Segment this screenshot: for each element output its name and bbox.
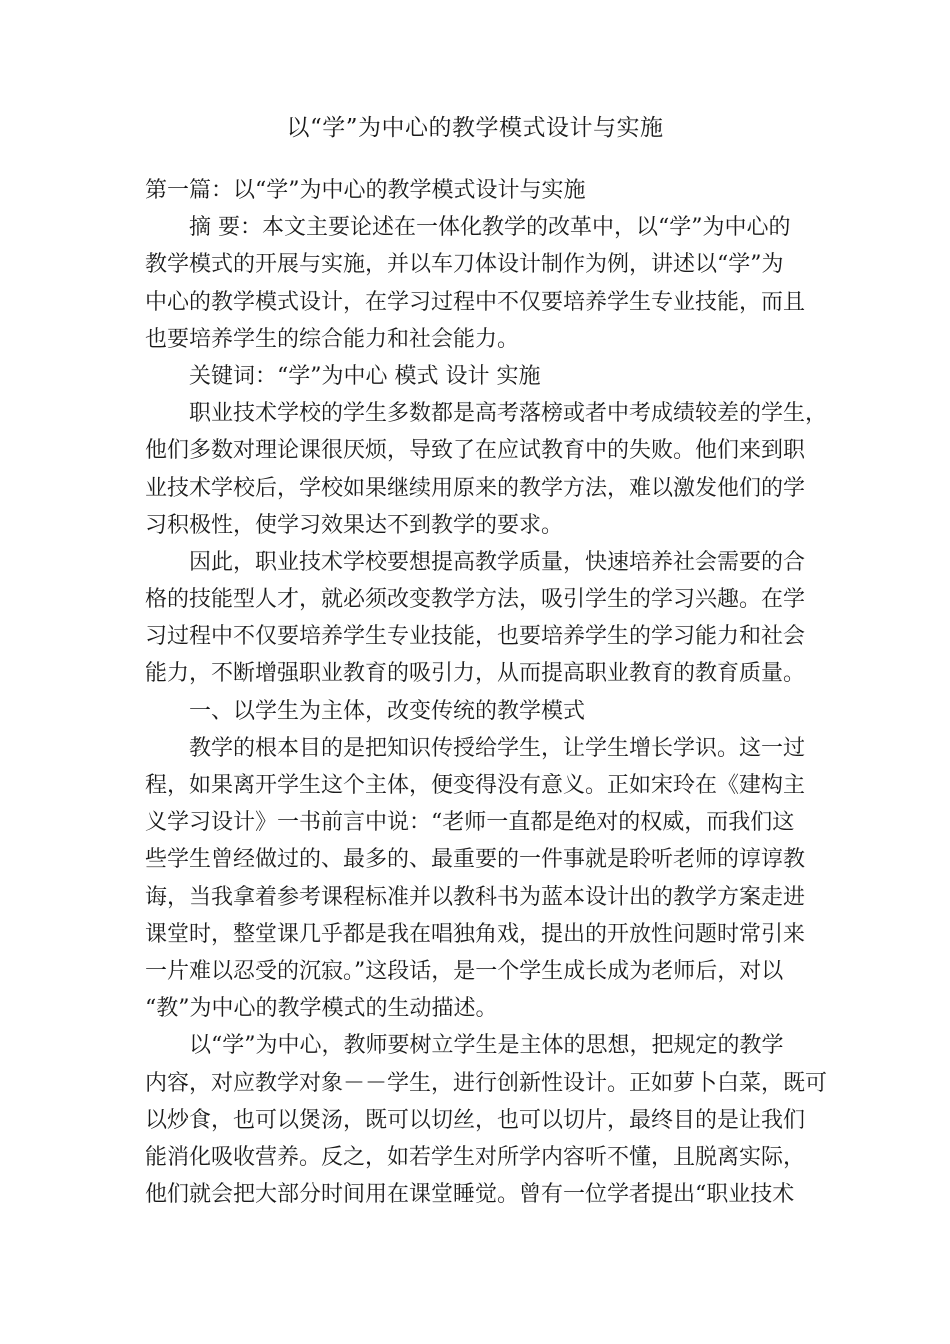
text-line: 内容，对应教学对象－－学生，进行创新性设计。正如萝卜白菜，既可	[145, 1070, 828, 1096]
text-line: 第一篇：以“学”为中心的教学模式设计与实施	[145, 178, 586, 203]
text-line: 他们就会把大部分时间用在课堂睡觉。曾有一位学者提出“职业技术	[145, 1182, 795, 1208]
text-line: 一片难以忍受的沉寂。”这段话，是一个学生成长成为老师后，对以	[145, 958, 784, 984]
text-line: 业技术学校后，学校如果继续用原来的教学方法，难以激发他们的学	[145, 475, 806, 501]
text-line: 能力，不断增强职业教育的吸引力，从而提高职业教育的教育质量。	[145, 661, 806, 687]
text-line: 也要培养学生的综合能力和社会能力。	[145, 326, 520, 352]
text-line: 程，如果离开学生这个主体，便变得没有意义。正如宋玲在《建构主	[145, 773, 806, 798]
text-line: 一、以学生为主体，改变传统的教学模式	[189, 698, 586, 724]
text-line: 习过程中不仅要培养学生专业技能，也要培养学生的学习能力和社会	[145, 624, 806, 650]
text-line: 教学模式的开展与实施，并以车刀体设计制作为例，讲述以“学”为	[145, 252, 784, 278]
text-line: 中心的教学模式设计，在学习过程中不仅要培养学生专业技能，而且	[145, 289, 806, 315]
text-line: 习积极性，使学习效果达不到教学的要求。	[145, 512, 564, 538]
text-line: 因此，职业技术学校要想提高教学质量，快速培养社会需要的合	[189, 549, 806, 575]
text-line: 义学习设计》一书前言中说：“老师一直都是绝对的权威，而我们这	[145, 810, 795, 836]
text-line: 教学的根本目的是把知识传授给学生，让学生增长学识。这一过	[189, 735, 806, 761]
document-body	[145, 172, 845, 1213]
document-title: 以“学”为中心的教学模式设计与实施	[286, 115, 664, 141]
text-line: 他们多数对理论课很厌烦，导致了在应试教育中的失败。他们来到职	[145, 438, 806, 464]
text-line: 以“学”为中心，教师要树立学生是主体的思想，把规定的教学	[189, 1033, 784, 1059]
text-line: 职业技术学校的学生多数都是高考落榜或者中考成绩较差的学生，	[189, 401, 828, 427]
text-line: 课堂时，整堂课几乎都是我在唱独角戏，提出的开放性问题时常引来	[145, 921, 806, 947]
text-line: 能消化吸收营养。反之，如若学生对所学内容听不懂，且脱离实际，	[145, 1144, 806, 1170]
text-line: 关键词：“学”为中心 模式 设计 实施	[189, 363, 541, 389]
text-line: 以炒食，也可以煲汤，既可以切丝，也可以切片，最终目的是让我们	[145, 1107, 806, 1133]
text-line: 格的技能型人才，就必须改变教学方法，吸引学生的学习兴趣。在学	[145, 587, 806, 613]
text-line: “教”为中心的教学模式的生动描述。	[145, 996, 498, 1022]
text-line: 摘 要：本文主要论述在一体化教学的改革中，以“学”为中心的	[189, 215, 791, 241]
text-line: 些学生曾经做过的、最多的、最重要的一件事就是聆听老师的谆谆教	[145, 847, 806, 873]
text-line: 诲，当我拿着参考课程标准并以教科书为蓝本设计出的教学方案走进	[145, 884, 806, 910]
